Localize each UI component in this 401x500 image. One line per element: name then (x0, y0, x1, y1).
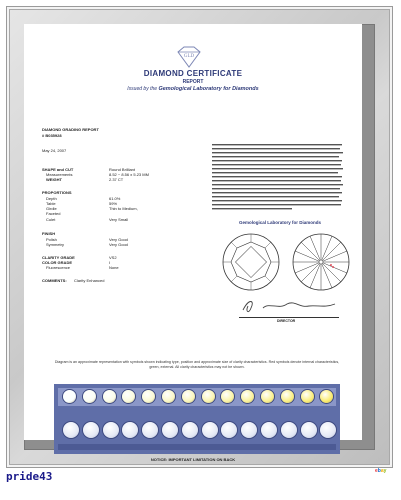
field-label-depth: Depth (46, 196, 57, 201)
svg-text:GLD: GLD (183, 54, 195, 59)
certificate-subtitle: REPORT (182, 79, 204, 85)
chart-top-band (58, 388, 336, 406)
field-value-table: 59% (109, 201, 118, 206)
chart-diamond-icon (122, 422, 138, 438)
field-label-culet: Culet (46, 217, 56, 222)
chart-diamond-icon (241, 422, 257, 438)
chart-diamond-icon (261, 390, 274, 403)
signature-line (239, 317, 339, 318)
field-label-table: Table (46, 201, 56, 206)
field-value-fluorescence: None (109, 265, 119, 270)
field-label-symmetry: Symmetry (46, 242, 64, 247)
chart-diamond-icon (162, 390, 175, 403)
ebay-logo-a: a (380, 468, 384, 474)
chart-diamond-icon (281, 390, 294, 403)
issuer-line (24, 86, 362, 92)
field-label-finish: FINISH (42, 231, 56, 236)
gld-logo-icon (174, 46, 204, 68)
field-value-shape: Round Brilliant (109, 167, 136, 172)
lab-name-right: Gemological Laboratory for Diamonds (239, 220, 322, 225)
chart-diamond-icon (162, 422, 178, 438)
field-label-clarity: CLARITY GRADE (42, 255, 75, 260)
certificate-title: DIAMOND CERTIFICATE (143, 69, 243, 78)
field-value-polish: Very Good (109, 237, 128, 242)
field-value-depth: 61.0% (109, 196, 121, 201)
comments-value: Clarity Enhanced (74, 278, 105, 283)
chart-diamond-icon (301, 390, 314, 403)
signature-caption: DIRECTOR (277, 319, 296, 323)
chart-diamond-icon (261, 422, 277, 438)
field-value-measurements: 8.52 ~ 8.56 x 5.23 MM (109, 172, 149, 177)
chart-diamond-icon (301, 422, 317, 438)
crown-diagram-icon (221, 232, 281, 292)
field-value-symmetry: Very Good (109, 242, 128, 247)
chart-diamond-icon (63, 390, 76, 403)
field-label-measurements: Measurements (46, 172, 73, 177)
ebay-logo-y: y (383, 468, 387, 474)
field-label-polish: Polish (46, 237, 57, 242)
chart-diamond-icon (221, 422, 237, 438)
chart-diamond-icon (202, 422, 218, 438)
field-value-weight: 2.37 CT (109, 177, 124, 182)
field-label-shape: SHAPE and CUT (42, 167, 74, 172)
chart-diamond-icon (142, 422, 158, 438)
field-value-color: I (109, 260, 111, 265)
comments-label: COMMENTS: (42, 278, 67, 283)
issuer-prefix: Issued by the (127, 86, 158, 92)
chart-diamond-icon (83, 390, 96, 403)
field-value-culet: Very Small (109, 217, 129, 222)
field-value-girdle: Thin to Medium, (109, 206, 138, 211)
chart-diamond-icon (281, 422, 297, 438)
color-clarity-chart (54, 384, 340, 454)
fine-print-paragraph (212, 144, 344, 216)
chart-diamond-icon (202, 390, 215, 403)
field-value-clarity: VS2 (109, 255, 117, 260)
chart-diamond-icon (182, 422, 198, 438)
chart-diamond-icon (320, 422, 336, 438)
notice-text: NOTICE: IMPORTANT LIMITATION ON BACK (150, 457, 236, 462)
ebay-logo-b: b (377, 468, 381, 474)
chart-diamond-icon (63, 422, 79, 438)
field-label-girdle: Girdle (46, 206, 57, 211)
pavilion-diagram-icon (291, 232, 351, 292)
chart-diamond-icon (103, 422, 119, 438)
field-label-color: COLOR GRADE (42, 260, 72, 265)
seller-watermark: pride43 (6, 470, 53, 483)
report-date: May 24, 2007 (42, 148, 67, 153)
field-label-weight: WEIGHT (46, 177, 62, 182)
field-label-fluorescence: Fluorescence (46, 265, 71, 270)
chart-diamond-icon (83, 422, 99, 438)
field-value-girdle-cont: Faceted (46, 211, 61, 216)
ebay-logo-e: e (375, 468, 378, 474)
chart-diamond-icon (103, 390, 116, 403)
chart-diamond-icon (182, 390, 195, 403)
chart-bottom-band (58, 444, 336, 450)
chart-caption: Diagram is an approximate representation with symbols shown indicating type, position and approximate size of clarity characteristics. Red symbols denote internal characteristics, green, external. All clarity characteristics may not be shown. (54, 360, 340, 369)
ebay-logo (375, 468, 397, 482)
field-label-proportions: PROPORTIONS (42, 190, 72, 195)
certificate-document (24, 24, 362, 462)
issuer-organization: Gemological Laboratory for Diamonds (158, 86, 259, 92)
report-number: # B035928 (42, 133, 62, 138)
report-heading: DIAMOND GRADING REPORT (42, 127, 99, 132)
director-signature (239, 296, 339, 318)
